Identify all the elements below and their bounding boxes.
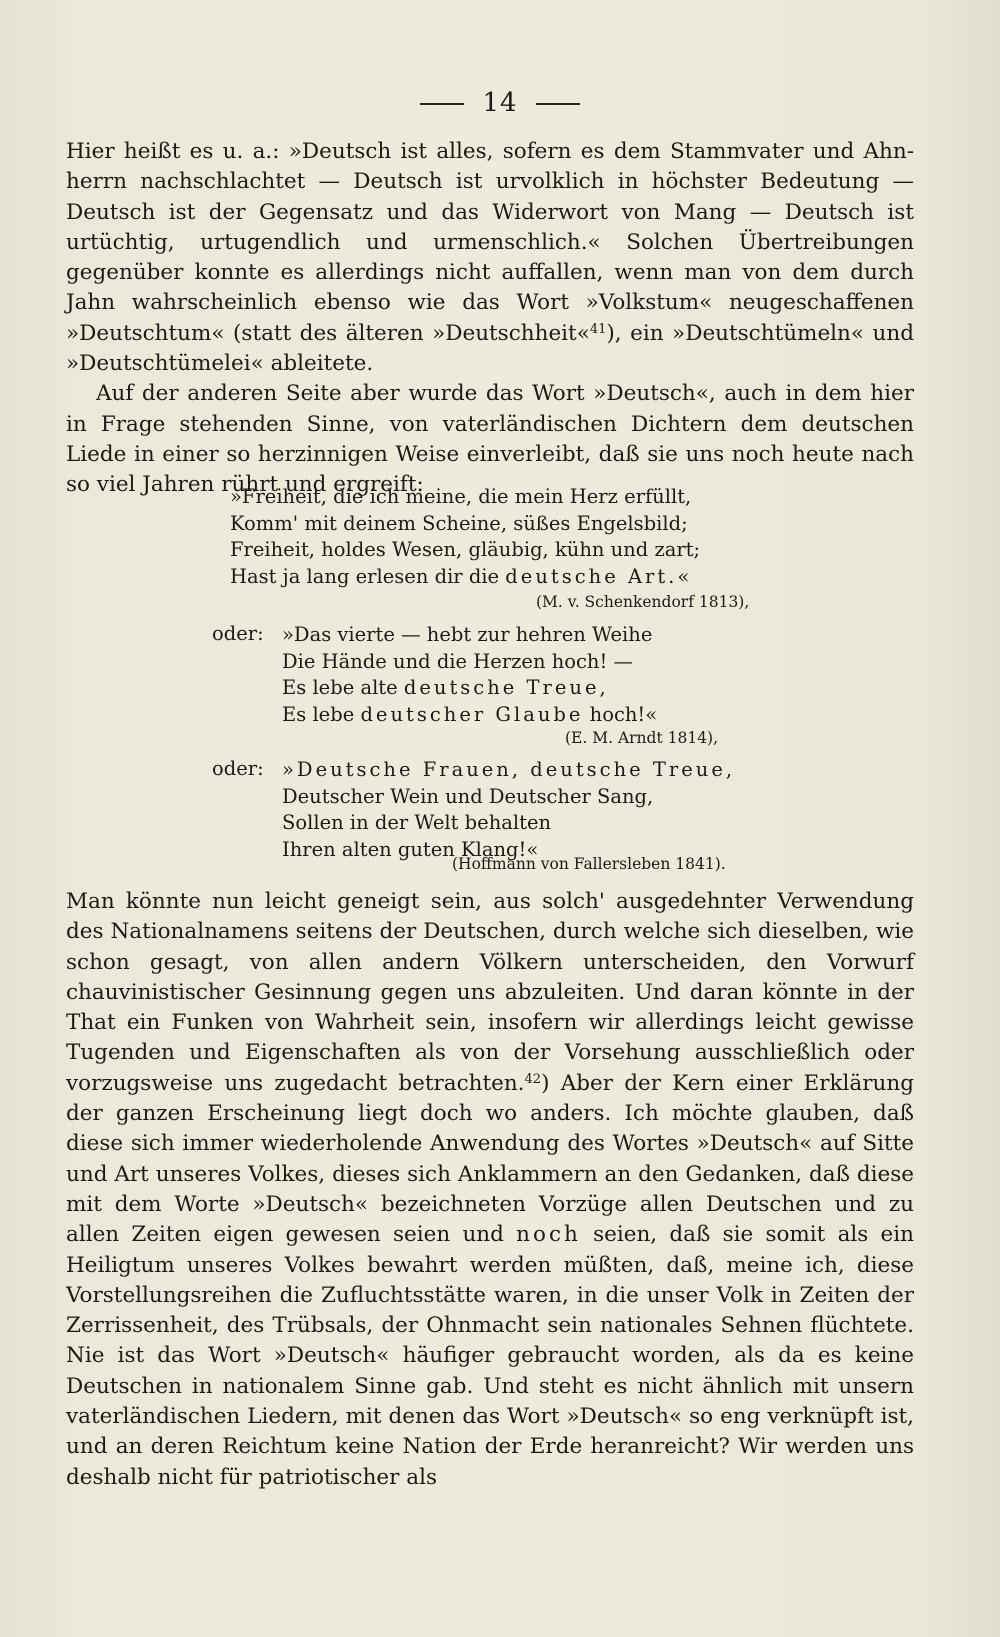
page-number-dash-right bbox=[536, 103, 580, 105]
poem-line: Ihren alten guten Klang!« bbox=[282, 837, 539, 861]
oder-label-2: oder: bbox=[212, 757, 264, 780]
poem-line: »Deutsche Frauen, deutsche Treue, bbox=[282, 758, 736, 781]
paragraph-2: Auf der anderen Seite aber wurde das Wort »Deutsch«, auch in dem hier in Frage stehenden Sinne, von vaterländischen Dichtern dem deutschen Liede in einer so herzinnigen Weise einverleibt, daß sie uns noch heute nach so viel Jahren rührt und ergreift: bbox=[66, 381, 914, 498]
poem-line: Die Hände und die Herzen hoch! — bbox=[282, 649, 634, 673]
attribution-fallersleben: (Hoffmann von Fallersleben 1841). bbox=[452, 855, 726, 873]
poem-line: Komm' mit deinem Scheine, süßes Engelsbild; bbox=[230, 511, 688, 535]
footnote-ref-41: 41 bbox=[589, 321, 607, 337]
poem-line: Es lebe deutscher Glaube hoch!« bbox=[282, 702, 658, 726]
poem-line: Es lebe alte deutsche Treue, bbox=[282, 676, 609, 699]
poem-arndt bbox=[282, 622, 657, 728]
page-number: 14 bbox=[0, 88, 1000, 118]
paragraph-3: Man könnte nun leicht geneigt sein, aus solch' ausgedehnter Verwendung des Nationalnamens seitens der Deutschen, durch welche sich dieselben, wie schon gesagt, von allen andern Völkern unterscheiden, den Vorwurf chauvinistischer Gesinnung gegen uns abzuleiten. Und daran könnte in der That ein Funken von Wahrheit sein, insofern wir allerdings leicht gewisse Tugenden und Eigenschaften als von der Vorsehung ausschließlich oder vorzugsweise uns zugedacht betrachten.$^{42}$) Aber der Kern einer Erklärung der ganzen Erscheinung liegt doch wo anders. Ich möchte glauben, daß diese sich immer wiederholende Anwendung des Wortes »Deutsch« auf Sitte und Art unseres Volkes, dieses sich Anklammern an den Gedanken, daß diese mit dem Worte »Deutsch« bezeichneten Vorzüge allen Deutschen und zu allen Zeiten eigen gewesen seien und noch seien, daß sie somit als ein Heiligtum unseres Volkes bewahrt werden müßten, daß, meine ich, diese Vorstellungsreihen die Zufluchtsstätte waren, in die unser Volk in Zeiten der Zerrissenheit, des Trübsals, der Ohnmacht sein nationales Sehnen flüchtete. Nie ist das Wort »Deutsch« häufiger gebraucht worden, als da es keine Deutschen in nationalem Sinne gab. Und steht es nicht ähnlich mit unsern vaterländischen Liedern, mit denen das Wort »Deutsch« so eng verknüpft ist, und an deren Reichtum keine Nation der Erde heranreicht? Wir werden uns deshalb nicht für patriotischer als bbox=[66, 889, 914, 1490]
page-number-dash-left bbox=[420, 103, 464, 105]
poem-line: Freiheit, holdes Wesen, gläubig, kühn und zart; bbox=[230, 538, 701, 561]
poem-fallersleben bbox=[282, 757, 735, 863]
attribution-arndt: (E. M. Arndt 1814), bbox=[565, 729, 719, 747]
paragraph-1: Hier heißt es u. a.: »Deutsch ist alles, sofern es dem Stammvater und Ahnherrn nachschlachtet — Deutsch ist urvolklich in höchster Bedeutung — Deutsch ist der Gegensatz und das Widerwort von Mang — Deutsch ist urtüchtig, urtugendlich und urmenschlich.« Solchen Übertreibungen gegenüber konnte es allerdings nicht auffallen, wenn man von dem durch Jahn wahrscheinlich ebenso wie das Wort »Volkstum« neugeschaffenen »Deutschtum« (statt des älteren »Deutschheit«$^{41}$), ein »Deutschtümeln« und »Deutschtümelei« ableitete. Auf der anderen Seite aber wurde das Wort »Deutsch«, auch in dem hier in Frage stehenden Sinne, von vaterländischen Dichtern dem deutschen Liede in einer so herzinnigen Weise einverleibt, daß sie uns noch heute nach so viel Jahren rührt und ergreift: bbox=[66, 137, 914, 501]
poem-line: Deutscher Wein und Deutscher Sang, bbox=[282, 784, 654, 808]
oder-label-1: oder: bbox=[212, 622, 264, 645]
poem-schenkendorf bbox=[230, 484, 700, 590]
poem-line: Sollen in der Welt behalten bbox=[282, 811, 552, 834]
footnote-ref-42: 42 bbox=[524, 1071, 542, 1087]
poem-line: Hast ja lang erlesen dir die deutsche Art.« bbox=[230, 564, 690, 588]
poem-line: »Das vierte — hebt zur hehren Weihe bbox=[282, 623, 653, 646]
attribution-schenkendorf: (M. v. Schenkendorf 1813), bbox=[536, 593, 750, 611]
poem-line: »Freiheit, die ich meine, die mein Herz erfüllt, bbox=[230, 485, 692, 508]
